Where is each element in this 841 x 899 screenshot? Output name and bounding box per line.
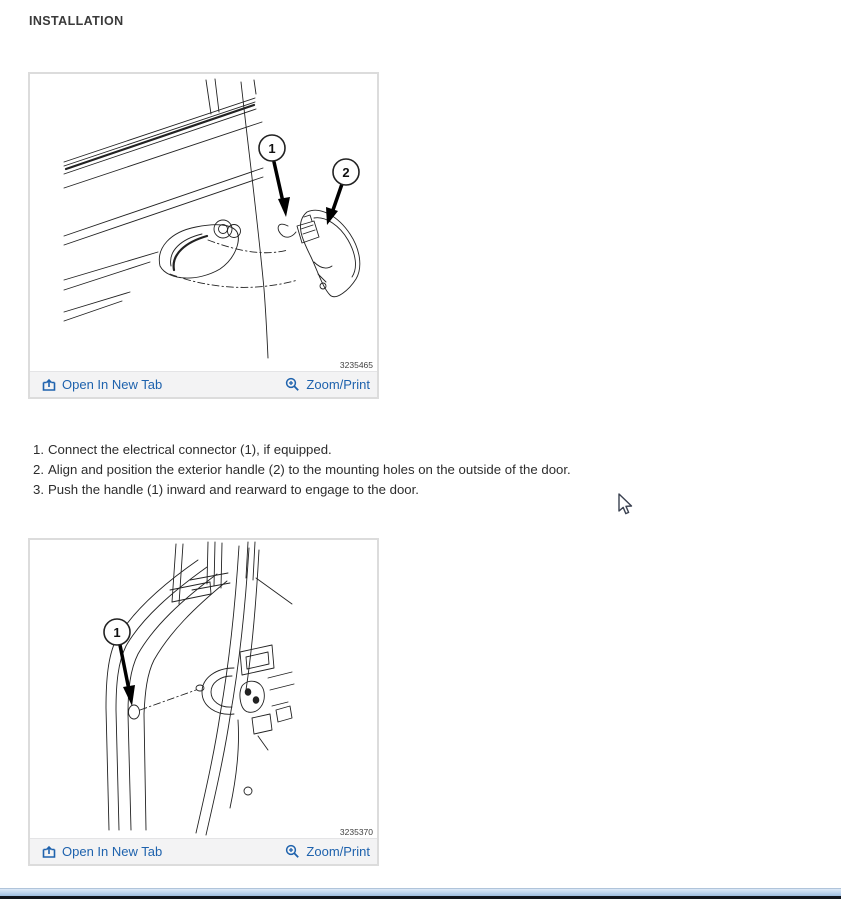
step-3-text: Push the handle (1) inward and rearward to engage to the door. — [48, 482, 419, 498]
step-2: 2. Align and position the exterior handle (2) to the mounting holes on the outside of the door. — [33, 462, 571, 478]
figure-number: 3235370 — [339, 827, 373, 837]
zoom-print-link[interactable] — [285, 844, 370, 859]
open-in-new-tab-link[interactable] — [42, 844, 162, 859]
zoom-magnifier-plus-icon — [285, 844, 300, 859]
open-in-new-tab-label: Open In New Tab — [62, 844, 163, 859]
callout-1-label: 1 — [113, 625, 121, 640]
zoom-print-link[interactable] — [285, 377, 370, 392]
open-in-new-tab-link[interactable] — [42, 377, 162, 392]
door-handle-drawing — [30, 74, 377, 371]
page-title: INSTALLATION — [29, 14, 124, 28]
figure-2-toolbar — [30, 838, 377, 864]
open-in-new-tab-label: Open In New Tab — [62, 377, 163, 392]
open-in-new-tab-icon — [42, 378, 56, 392]
step-2-text: Align and position the exterior handle (2) to the mounting holes on the outside of the door. — [48, 462, 571, 478]
open-in-new-tab-icon — [42, 845, 56, 859]
figure-exterior-handle-install — [28, 72, 379, 399]
step-1-text: Connect the electrical connector (1), if equipped. — [48, 442, 332, 457]
step-3: 3. Push the handle (1) inward and rearward to engage to the door. — [33, 482, 419, 498]
zoom-print-label: Zoom/Print — [306, 377, 370, 392]
figure-door-edge-fastener — [28, 538, 379, 866]
installation-steps — [33, 440, 571, 501]
zoom-magnifier-plus-icon — [285, 377, 300, 392]
figure-number: 3235465 — [339, 360, 373, 370]
door-edge-drawing — [30, 540, 377, 838]
figure-1-illustration — [30, 74, 377, 371]
figure-1-toolbar — [30, 371, 377, 397]
callout-2-label: 2 — [342, 165, 350, 180]
horizontal-scrollbar[interactable] — [0, 888, 841, 896]
callout-1-label: 1 — [268, 141, 276, 156]
mouse-cursor — [617, 493, 635, 517]
step-1: 1. Connect the electrical connector (1), if equipped. — [33, 442, 332, 457]
figure-2-illustration — [30, 540, 377, 838]
zoom-print-label: Zoom/Print — [306, 844, 370, 859]
